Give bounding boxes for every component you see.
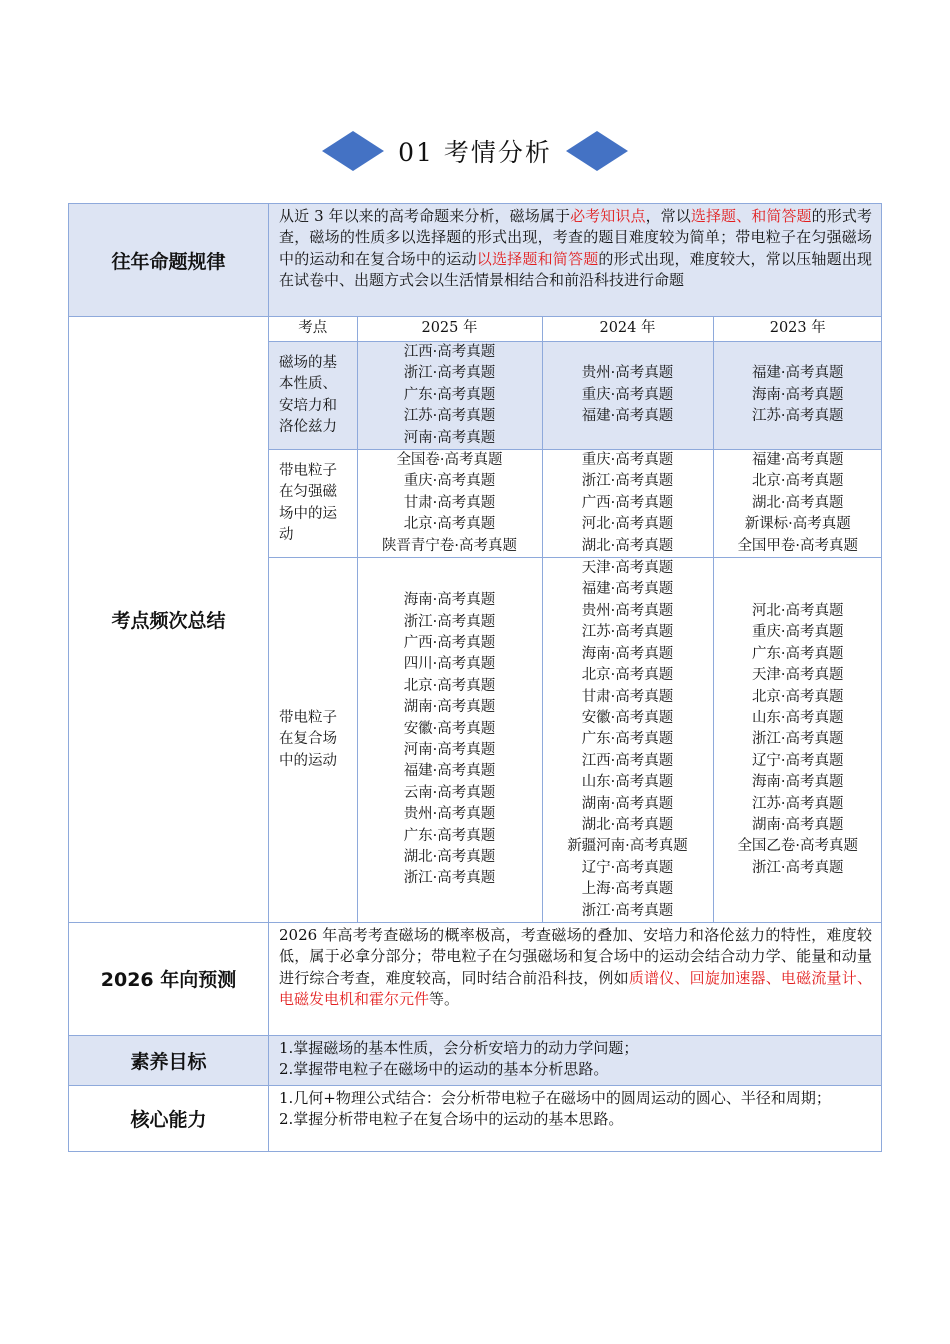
frequency-row xyxy=(69,317,882,923)
exam-item: 福建·高考真题 xyxy=(751,452,844,469)
frequency-header-row xyxy=(269,317,882,342)
exam-item: 浙江·高考真题 xyxy=(751,859,844,876)
pattern-segment: 的形式出现，难度较大，常以压轴题出现在试卷中、出题方式会以生活情景相结合和前沿科技进行命题 xyxy=(279,249,872,290)
exam-item: 江苏·高考真题 xyxy=(751,795,844,812)
frequency-content xyxy=(269,317,882,923)
exam-item: 天津·高考真题 xyxy=(581,560,674,577)
exam-item: 山东·高考真题 xyxy=(581,774,674,791)
pattern-content xyxy=(269,204,882,317)
exam-item: 安徽·高考真题 xyxy=(581,709,674,726)
header-topic: 考点 xyxy=(269,317,357,342)
exam-item: 福建·高考真题 xyxy=(581,581,674,598)
exam-item: 天津·高考真题 xyxy=(751,667,844,684)
exam-item: 河南·高考真题 xyxy=(403,742,496,759)
exam-list-y2023 xyxy=(713,450,882,558)
exam-item: 贵州·高考真题 xyxy=(581,365,674,382)
exam-item: 重庆·高考真题 xyxy=(403,473,496,490)
header-2025: 2025 年 xyxy=(357,317,542,342)
exam-item: 上海·高考真题 xyxy=(581,881,674,898)
exam-item: 浙江·高考真题 xyxy=(403,365,496,382)
frequency-label: 考点频次总结 xyxy=(69,317,269,923)
exam-item: 湖北·高考真题 xyxy=(581,537,674,554)
frequency-topic-row xyxy=(269,450,882,558)
literacy-content xyxy=(269,1035,882,1085)
ability-label: 核心能力 xyxy=(69,1085,269,1151)
exam-item: 北京·高考真题 xyxy=(751,688,844,705)
literacy-row xyxy=(69,1035,882,1085)
exam-item: 福建·高考真题 xyxy=(751,365,844,382)
exam-item: 浙江·高考真题 xyxy=(581,473,674,490)
exam-list-y2024 xyxy=(542,342,713,450)
exam-item: 浙江·高考真题 xyxy=(403,870,496,887)
exam-item: 湖南·高考真题 xyxy=(751,816,844,833)
exam-item: 新疆河南·高考真题 xyxy=(567,838,688,855)
ability-line-1: 1.几何+物理公式结合：会分析带电粒子在磁场中的圆周运动的圆心、半径和周期； xyxy=(279,1088,831,1107)
exam-list-y2024 xyxy=(542,558,713,922)
exam-item: 江苏·高考真题 xyxy=(403,408,496,425)
exam-item: 海南·高考真题 xyxy=(581,645,674,662)
diamond-left-icon xyxy=(322,131,384,171)
diamond-right-icon xyxy=(566,131,628,171)
literacy-label: 素养目标 xyxy=(69,1035,269,1085)
exam-item: 广西·高考真题 xyxy=(581,494,674,511)
exam-item: 浙江·高考真题 xyxy=(751,731,844,748)
exam-list-y2025 xyxy=(357,450,542,558)
exam-item: 福建·高考真题 xyxy=(581,408,674,425)
exam-item: 湖北·高考真题 xyxy=(581,816,674,833)
exam-item: 北京·高考真题 xyxy=(403,677,496,694)
forecast-segment: 2026 年高考考查磁场的概率极高，考查磁场的叠加、安培力和洛伦兹力的特性，难度较低，属于必拿分部分；带电粒子在匀强磁场和复合场中的运动会结合动力学、能量和动量进行综合考查，难度较高，同时结合前沿科技，例如 xyxy=(279,925,872,987)
exam-item: 重庆·高考真题 xyxy=(581,386,674,403)
pattern-segment-highlight: 必考知识点 xyxy=(570,207,646,225)
exam-list-y2023 xyxy=(713,342,882,450)
exam-item: 湖北·高考真题 xyxy=(403,849,496,866)
exam-item: 海南·高考真题 xyxy=(403,592,496,609)
pattern-segment-highlight: 选择题、和简答题 xyxy=(690,207,812,225)
exam-item: 湖南·高考真题 xyxy=(581,795,674,812)
header-2024: 2024 年 xyxy=(542,317,713,342)
exam-item: 海南·高考真题 xyxy=(751,386,844,403)
exam-item: 陕晋青宁卷·高考真题 xyxy=(381,537,518,554)
exam-item: 海南·高考真题 xyxy=(751,774,844,791)
exam-item: 甘肃·高考真题 xyxy=(581,688,674,705)
frequency-topic-row xyxy=(269,558,882,922)
forecast-row xyxy=(69,922,882,1035)
exam-item: 江西·高考真题 xyxy=(403,344,496,360)
exam-item: 全国卷·高考真题 xyxy=(396,452,503,469)
exam-item: 重庆·高考真题 xyxy=(581,452,674,469)
exam-item: 浙江·高考真题 xyxy=(403,613,496,630)
exam-item: 江西·高考真题 xyxy=(581,752,674,769)
header-2023: 2023 年 xyxy=(713,317,882,342)
pattern-label: 往年命题规律 xyxy=(69,204,269,317)
ability-line-2: 2.掌握分析带电粒子在复合场中的运动的基本思路。 xyxy=(279,1110,624,1129)
forecast-content xyxy=(269,922,882,1035)
exam-item: 江苏·高考真题 xyxy=(581,624,674,641)
frequency-topic-row xyxy=(269,342,882,450)
exam-item: 四川·高考真题 xyxy=(403,656,496,673)
frequency-table xyxy=(269,317,882,922)
forecast-paragraph xyxy=(269,923,881,1013)
exam-item: 广东·高考真题 xyxy=(403,386,496,403)
exam-item: 全国乙卷·高考真题 xyxy=(737,838,859,855)
exam-item: 新课标·高考真题 xyxy=(744,516,851,533)
literacy-line-1: 1.掌握磁场的基本性质，会分析安培力的动力学问题； xyxy=(279,1038,639,1057)
exam-item: 湖南·高考真题 xyxy=(403,699,496,716)
exam-item: 安徽·高考真题 xyxy=(403,720,496,737)
exam-item: 北京·高考真题 xyxy=(581,667,674,684)
exam-item: 山东·高考真题 xyxy=(751,709,844,726)
exam-list-y2023 xyxy=(713,558,882,922)
topic-cell: 带电粒子在匀强磁场中的运动 xyxy=(269,450,357,558)
exam-item: 辽宁·高考真题 xyxy=(581,859,674,876)
exam-item: 湖北·高考真题 xyxy=(751,494,844,511)
pattern-segment: 从近 3 年以来的高考命题来分析，磁场属于 xyxy=(279,207,571,225)
ability-row xyxy=(69,1085,882,1151)
exam-item: 河北·高考真题 xyxy=(751,602,844,619)
pattern-segment: 的形式考查，磁场的性质多以选择题的形式出现，考查的题目难度较为简单；带电粒子在匀强磁场中的运动和在复合场中的运动 xyxy=(279,207,872,268)
pattern-segment: ，常以 xyxy=(645,207,691,225)
exam-analysis-table xyxy=(68,203,882,1152)
exam-item: 浙江·高考真题 xyxy=(581,902,674,919)
exam-item: 全国甲卷·高考真题 xyxy=(737,537,859,554)
exam-item: 广西·高考真题 xyxy=(403,634,496,651)
exam-item: 贵州·高考真题 xyxy=(581,602,674,619)
exam-item: 北京·高考真题 xyxy=(403,516,496,533)
exam-list-y2025 xyxy=(357,558,542,922)
pattern-paragraph xyxy=(269,204,881,294)
exam-item: 广东·高考真题 xyxy=(403,827,496,844)
page-title: 01 考情分析 xyxy=(398,138,552,167)
exam-list-y2025 xyxy=(357,342,542,450)
ability-content xyxy=(269,1085,882,1151)
pattern-row xyxy=(69,204,882,317)
forecast-segment-highlight: 质谱仪、回旋加速器、电磁流量计、电磁发电机和霍尔元件 xyxy=(279,968,872,1009)
forecast-segment: 等。 xyxy=(429,990,460,1009)
exam-item: 广东·高考真题 xyxy=(751,645,844,662)
exam-list-y2024 xyxy=(542,450,713,558)
topic-cell: 磁场的基本性质、安培力和洛伦兹力 xyxy=(269,342,357,450)
literacy-line-2: 2.掌握带电粒子在磁场中的运动的基本分析思路。 xyxy=(279,1060,609,1079)
forecast-label: 2026 年向预测 xyxy=(69,922,269,1035)
exam-item: 广东·高考真题 xyxy=(581,731,674,748)
exam-item: 福建·高考真题 xyxy=(403,763,496,780)
exam-item: 辽宁·高考真题 xyxy=(751,752,844,769)
pattern-segment-highlight: 以选择题和简答题 xyxy=(476,249,599,268)
topic-cell: 带电粒子在复合场中的运动 xyxy=(269,558,357,922)
exam-item: 河北·高考真题 xyxy=(581,516,674,533)
exam-item: 北京·高考真题 xyxy=(751,473,844,490)
section-title xyxy=(0,126,950,176)
exam-item: 贵州·高考真题 xyxy=(403,806,496,823)
exam-item: 江苏·高考真题 xyxy=(751,408,844,425)
exam-item: 甘肃·高考真题 xyxy=(403,494,496,511)
exam-item: 重庆·高考真题 xyxy=(751,624,844,641)
exam-item: 云南·高考真题 xyxy=(403,784,496,801)
exam-item: 河南·高考真题 xyxy=(403,429,496,446)
